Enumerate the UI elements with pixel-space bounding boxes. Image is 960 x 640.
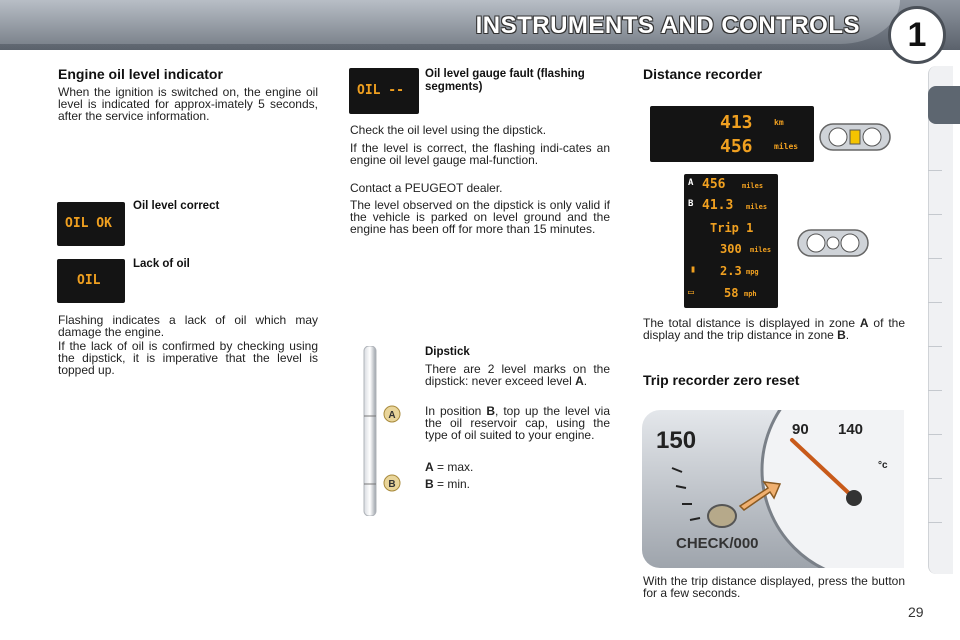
oil-fault-display: [349, 68, 419, 114]
tab-divider: [928, 478, 942, 479]
average-speed-value: 58: [724, 286, 739, 300]
tab-divider: [928, 522, 942, 523]
oil-correct-label: Oil level correct: [133, 200, 220, 212]
consumption-unit: mpg: [746, 268, 759, 276]
level-mark-b-label: B: [388, 479, 396, 490]
tab-divider: [928, 214, 942, 215]
level-a-max-text: A = max.: [425, 460, 474, 474]
trip-reset-instruction: With the trip distance displayed, press the button for a few seconds.: [643, 574, 905, 600]
dipstick-illustration: [358, 346, 404, 516]
tab-divider: [928, 170, 942, 171]
chapter-number-badge: 1: [888, 6, 946, 64]
needle-hub: [846, 490, 862, 506]
gauge-number-90: 90: [792, 421, 809, 438]
check-oil-text: Check the oil level using the dipstick.: [350, 123, 547, 137]
trip-reset-button[interactable]: [708, 505, 736, 527]
level-mark-a-label: A: [388, 410, 396, 421]
tab-divider: [928, 434, 942, 435]
chapter-title: INSTRUMENTS AND CONTROLS: [475, 12, 860, 39]
top-up-text: In position B, top up the level via the oil reservoir cap, using the type of oil suited to your engine.: [425, 404, 610, 442]
section-heading-distance-recorder: Distance recorder: [643, 66, 763, 82]
lack-of-oil-label: Lack of oil: [133, 258, 190, 270]
trip-distance-unit: miles: [750, 246, 772, 254]
section-heading-trip-reset: Trip recorder zero reset: [643, 372, 800, 388]
oil-gauge-fault-title: Oil level gauge fault (flashing segments): [425, 68, 585, 93]
tab-divider: [928, 346, 942, 347]
tab-divider: [928, 390, 942, 391]
lack-confirmed-text: If the lack of oil is confirmed by checking using the dipstick, it is imperative that the level is topped up.: [58, 339, 318, 377]
zone-b-value: 41.3: [702, 198, 734, 213]
gauge-number-140: 140: [838, 421, 864, 438]
multifunction-display: [684, 174, 778, 308]
odometer-display: [650, 106, 814, 162]
zone-b-unit: miles: [746, 203, 768, 211]
fuel-pump-icon: ▮: [690, 264, 697, 275]
dipstick-validity-text: The level observed on the dipstick is only valid if the vehicle is parked on level ground and the engine has been off for more than 15 minutes.: [350, 198, 610, 236]
distance-display-description: The total distance is displayed in zone A of the display and the trip distance in zone B.: [643, 316, 905, 342]
odometer-km-unit: km: [774, 118, 784, 127]
dipstick-marks-text: There are 2 level marks on the dipstick: never exceed level A.: [425, 362, 610, 388]
dashboard-icon-2: [796, 224, 870, 260]
odometer-miles-unit: miles: [774, 142, 799, 151]
oil-lack-display: [57, 259, 125, 303]
instrument-cluster-photo: [642, 410, 904, 568]
average-speed-unit: mph: [744, 290, 757, 298]
zone-a-unit: miles: [742, 182, 764, 190]
consumption-value: 2.3: [720, 264, 742, 278]
odometer-miles-value: 456: [720, 136, 753, 157]
oil-ok-display: [57, 202, 125, 246]
oil-ok-display-text: OIL OK: [65, 216, 112, 231]
car-icon: ▭: [688, 287, 695, 298]
odometer-km-value: 413: [720, 112, 753, 133]
oil-lack-display-text: OIL: [77, 273, 101, 288]
flashing-warning-text: Flashing indicates a lack of oil which may damage the engine.: [58, 313, 318, 339]
chapter-tab-rail: [928, 66, 953, 574]
trip-distance-value: 300: [720, 242, 742, 256]
gauge-malfunction-text: If the level is correct, the flashing indi-cates an engine oil level gauge mal-function.: [350, 141, 610, 167]
dipstick-shaft: [364, 346, 376, 516]
dashboard-icon: [818, 118, 892, 154]
check-reset-label: CHECK/000: [676, 535, 759, 552]
zone-b-label: B: [688, 199, 694, 209]
gauge-number-150: 150: [656, 427, 697, 454]
active-chapter-tab[interactable]: [928, 86, 960, 124]
section-heading-oil-indicator: Engine oil level indicator: [58, 66, 223, 82]
zone-a-label: A: [688, 178, 694, 188]
level-b-min-text: B = min.: [425, 477, 471, 491]
temperature-unit: °c: [878, 460, 888, 471]
oil-indicator-intro: When the ignition is switched on, the engine oil level is indicated for approx-imately 5 seconds, after the service information.: [58, 85, 318, 123]
tab-divider: [928, 258, 942, 259]
zone-a-value: 456: [702, 177, 726, 192]
trip-label: Trip 1: [710, 221, 754, 235]
page-number: 29: [908, 604, 924, 620]
dipstick-title: Dipstick: [425, 346, 470, 358]
contact-dealer-text: Contact a PEUGEOT dealer.: [350, 181, 503, 195]
oil-fault-display-text: OIL --: [357, 83, 404, 98]
tab-divider: [928, 302, 942, 303]
